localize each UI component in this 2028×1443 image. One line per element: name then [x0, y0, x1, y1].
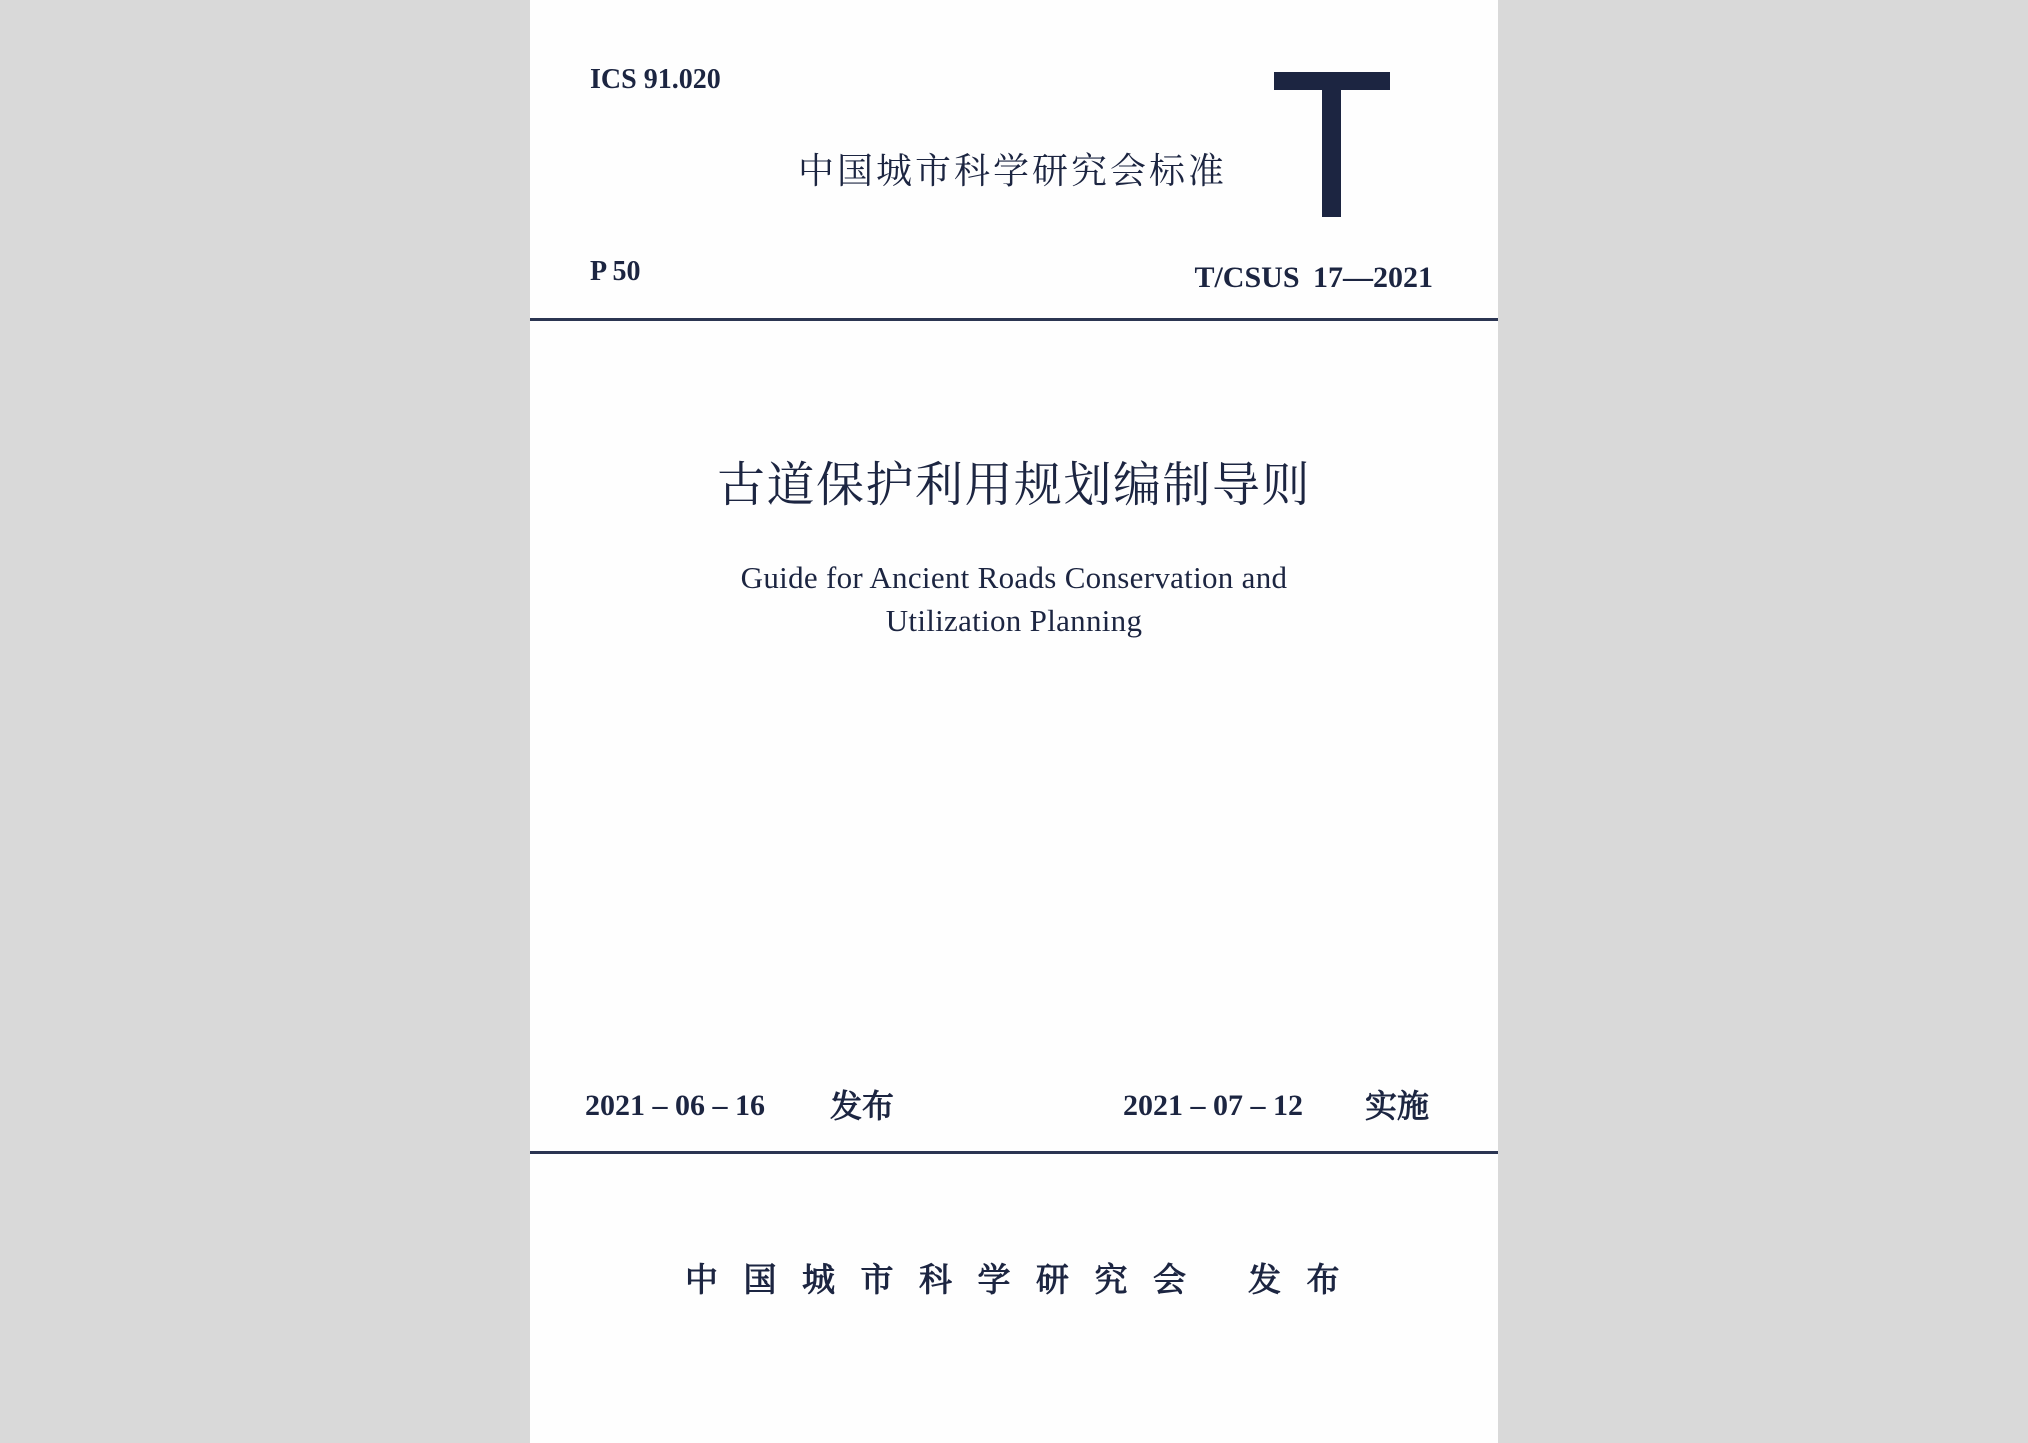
classification-code: P 50 [590, 256, 641, 287]
implement-date: 2021 – 07 – 12 [1123, 1089, 1303, 1122]
implement-label: 实施 [1365, 1087, 1430, 1125]
title-english-line-1: Guide for Ancient Roads Conservation and [740, 560, 1288, 595]
publisher-name: 中国城市科学研究会 [685, 1260, 1212, 1299]
issue-date: 2021 – 06 – 16 [585, 1089, 765, 1122]
org-standard-heading: 中国城市科学研究会标准 [798, 151, 1228, 192]
t-mark-stem [1322, 72, 1341, 217]
standard-type-t-mark [1274, 72, 1390, 217]
top-divider [530, 318, 1498, 321]
title-english-line-2: Utilization Planning [885, 603, 1143, 638]
title-chinese: 古道保护利用规划编制导则 [716, 457, 1311, 513]
bottom-divider [530, 1151, 1498, 1154]
publisher-label: 发布 [1248, 1260, 1365, 1299]
issue-label: 发布 [830, 1087, 895, 1125]
standard-number: T/CSUS 17—2021 [1194, 261, 1433, 294]
ics-code: ICS 91.020 [590, 64, 721, 95]
standard-cover-page [530, 0, 1498, 1443]
